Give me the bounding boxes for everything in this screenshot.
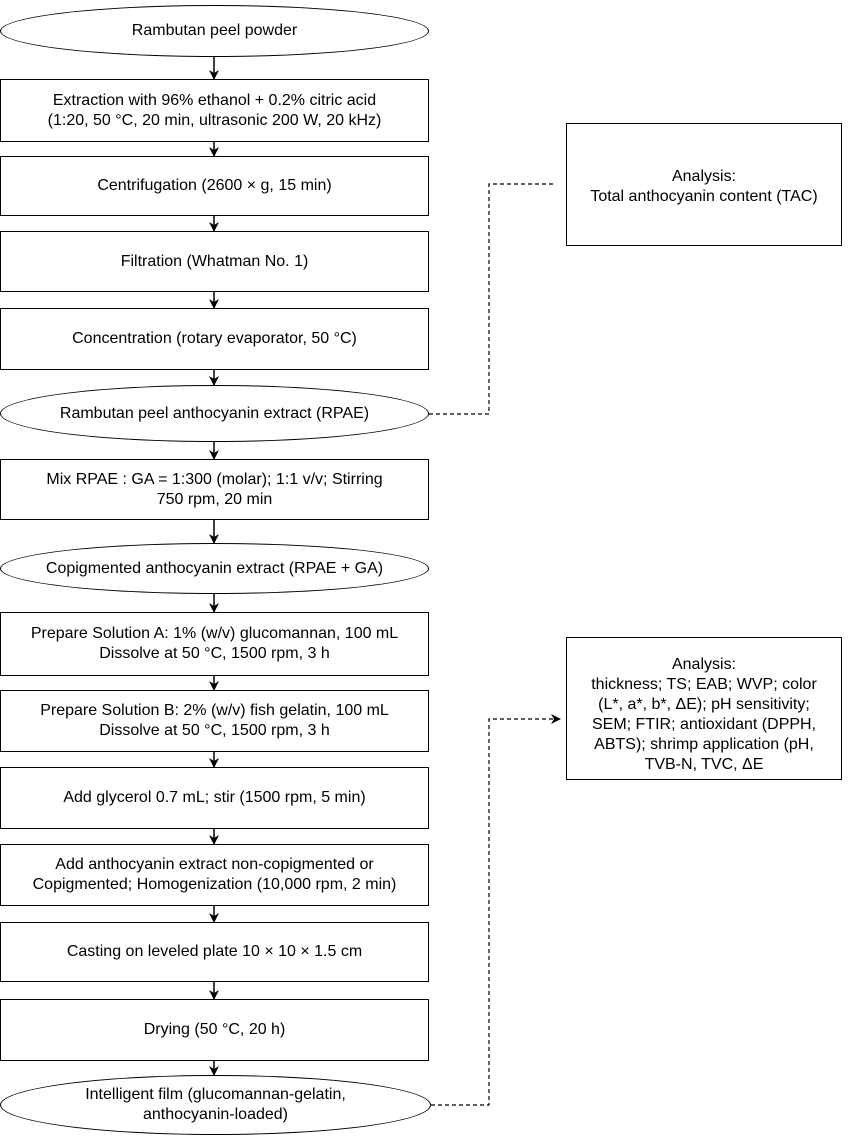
node-solution-a: Prepare Solution A: 1% (w/v) glucomannan, 100 mL Dissolve at 50 °C, 1500 rpm, 3 h: [0, 612, 429, 676]
node-add-extract: Add anthocyanin extract non-copigmented or Copigmented; Homogenization (10,000 rpm, 2 min): [0, 844, 429, 906]
node-drying: Drying (50 °C, 20 h): [0, 999, 429, 1061]
node-add-glycerol: Add glycerol 0.7 mL; stir (1500 rpm, 5 min): [0, 767, 429, 829]
node-casting: Casting on leveled plate 10 × 10 × 1.5 cm: [0, 922, 429, 982]
node-concentration: Concentration (rotary evaporator, 50 °C): [0, 308, 429, 370]
node-centrifugation: Centrifugation (2600 × g, 15 min): [0, 156, 429, 216]
node-filtration: Filtration (Whatman No. 1): [0, 231, 429, 292]
connector-rpae-to-tac: [429, 184, 555, 414]
node-extraction: Extraction with 96% ethanol + 0.2% citric acid (1:20, 50 °C, 20 min, ultrasonic 200 W, 20 kHz): [0, 79, 429, 142]
node-rpae: Rambutan peel anthocyanin extract (RPAE): [0, 385, 429, 442]
analysis-film-box: Analysis: thickness; TS; EAB; WVP; color (L*, a*, b*, ΔE); pH sensitivity; SEM; FTIR; antioxidant (DPPH, ABTS); shrimp application (pH, TVB-N, TVC, ΔE: [566, 637, 842, 780]
connector-film-to-analysis: [431, 719, 560, 1105]
node-intelligent-film: Intelligent film (glucomannan-gelatin, anthocyanin-loaded): [0, 1075, 431, 1135]
analysis-tac-box: Analysis: Total anthocyanin content (TAC): [566, 123, 842, 246]
node-solution-b: Prepare Solution B: 2% (w/v) fish gelatin, 100 mL Dissolve at 50 °C, 1500 rpm, 3 h: [0, 690, 429, 752]
node-copigmented-extract: Copigmented anthocyanin extract (RPAE + GA): [0, 543, 429, 594]
node-rambutan-peel-powder: Rambutan peel powder: [0, 5, 429, 57]
dashed-connectors: [429, 184, 560, 1105]
node-mix: Mix RPAE : GA = 1:300 (molar); 1:1 v/v; Stirring 750 rpm, 20 min: [0, 459, 429, 520]
